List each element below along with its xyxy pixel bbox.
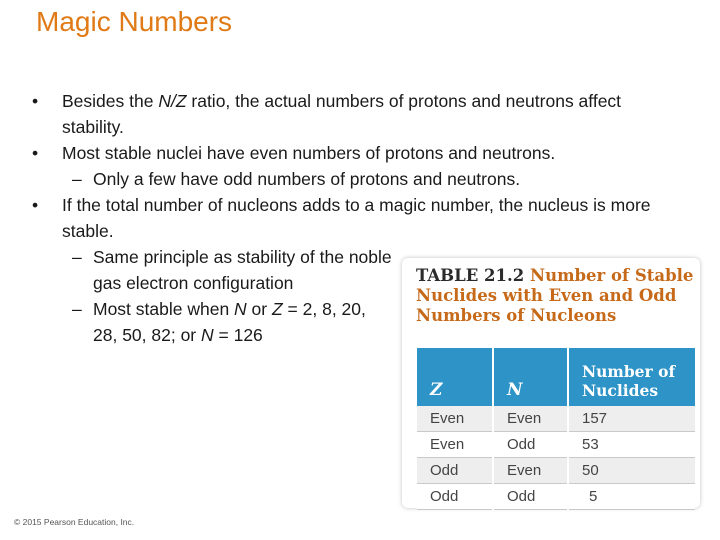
text-italic: N: [234, 299, 247, 319]
slide-title: Magic Numbers: [36, 6, 233, 37]
cell-n: Odd: [493, 484, 568, 510]
text-part: = 2, 8, 20, 28, 50, 82; or: [93, 299, 366, 345]
bullet-text-part: Besides the: [62, 91, 159, 111]
bullet-text: If the total number of nucleons adds to a magic number, the nucleus is more stable.: [62, 195, 651, 241]
table-row: [417, 432, 695, 458]
cell-z: Odd: [417, 484, 493, 510]
table-row: [417, 458, 695, 484]
table-row: [417, 406, 695, 432]
cell-count: 5: [568, 484, 695, 510]
text-part: or: [246, 299, 272, 319]
table-title: Number of Stable Nuclides with Even and Odd Numbers of Nucleons: [416, 266, 694, 325]
cell-z: Odd: [417, 458, 493, 484]
bullet-icon: •: [32, 195, 39, 215]
cell-z: Even: [417, 406, 493, 432]
bullet-item: [0, 192, 700, 244]
bullet-text: Most stable nuclei have even numbers of protons and neutrons.: [62, 143, 556, 163]
table-caption: [416, 266, 696, 326]
bullet-icon: •: [32, 91, 39, 111]
text-italic: Z: [271, 299, 283, 319]
cell-count: 50: [568, 458, 695, 484]
bullet-text-part: ratio, the actual numbers of protons and neutrons affect stability.: [62, 91, 622, 137]
bullet-text: [62, 91, 621, 137]
bullet-icon: •: [32, 143, 39, 163]
text-part: Most stable when: [93, 299, 235, 319]
column-header-n: N: [493, 348, 568, 406]
cell-n: Even: [493, 406, 568, 432]
table-row: [417, 484, 695, 510]
copyright-notice: © 2015 Pearson Education, Inc.: [14, 517, 135, 527]
cell-n: Odd: [493, 432, 568, 458]
dash-icon: –: [72, 169, 82, 189]
column-header-z: Z: [417, 348, 493, 406]
nuclides-table: [417, 348, 695, 510]
table-panel: [402, 258, 700, 508]
bullet-item: [0, 140, 700, 166]
column-header-count: Number of Nuclides: [568, 348, 695, 406]
sub-bullet-text: [93, 296, 393, 348]
text-italic: N: [201, 325, 214, 345]
sub-bullet-text: Only a few have odd numbers of protons and neutrons.: [93, 169, 521, 189]
cell-z: Even: [417, 432, 493, 458]
bullet-item: [0, 88, 700, 140]
cell-count: 53: [568, 432, 695, 458]
cell-n: Even: [493, 458, 568, 484]
sub-bullet-text: Same principle as stability of the noble gas electron configuration: [93, 247, 392, 293]
text-part: = 126: [213, 325, 263, 345]
dash-icon: –: [72, 299, 82, 319]
sub-bullet-item: [0, 166, 700, 192]
bullet-text-italic: N/Z: [158, 91, 187, 111]
cell-count: 157: [568, 406, 695, 432]
table-label: TABLE 21.2: [416, 266, 525, 285]
dash-icon: –: [72, 247, 82, 267]
table-header-row: [417, 348, 695, 406]
